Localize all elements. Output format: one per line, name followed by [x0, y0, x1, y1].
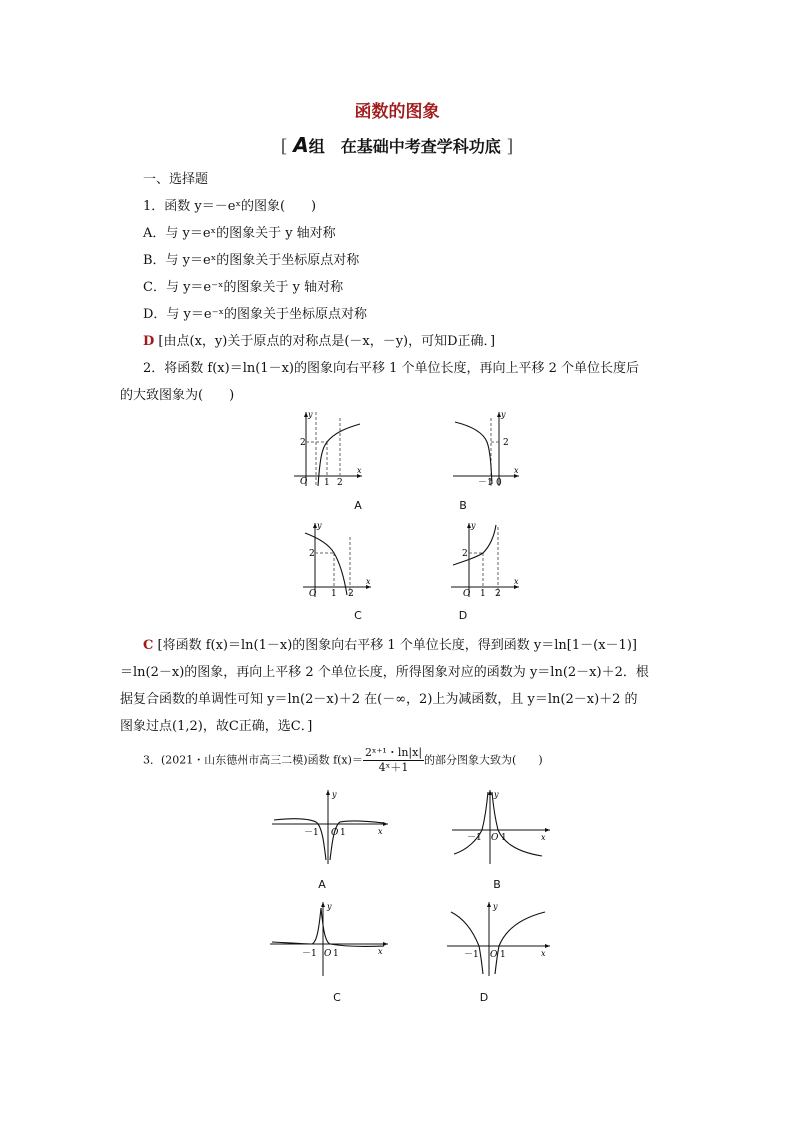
- q2d-y-label: y: [471, 521, 476, 530]
- page-title: 函数的图象: [354, 102, 440, 122]
- group-letter: A: [293, 133, 309, 157]
- q3-stem-prefix: 3．(2021・山东德州市高三二模)函数 f(x)＝: [143, 753, 363, 767]
- q3c-tick-neg1: －1: [302, 949, 317, 959]
- q3b-x-label: x: [541, 833, 546, 842]
- q2-caption-d: D: [458, 609, 468, 622]
- q1-option-b: B．与 y＝eˣ的图象关于坐标原点对称: [143, 253, 360, 268]
- q2-graph-c: [303, 519, 375, 599]
- group-bracket-close: ]: [506, 136, 514, 157]
- q2c-origin: O: [309, 589, 317, 599]
- q2b-tick-0: 0: [496, 478, 502, 488]
- q3a-tick-neg1: －1: [304, 828, 319, 838]
- q3d-tick-1: 1: [500, 950, 506, 960]
- q3c-origin: O: [324, 949, 332, 959]
- q3b-y-label: y: [494, 790, 499, 799]
- q2c-y-label: y: [317, 521, 322, 530]
- q3d-y-label: y: [493, 902, 498, 911]
- q3-graph-c: [270, 900, 390, 978]
- q1-answer-text: [由点(x，y)关于原点的对称点是(－x，－y)，可知D正确．]: [158, 334, 496, 349]
- q3-caption-d: D: [479, 991, 489, 1004]
- q3-frac-num: 2ˣ⁺¹・ln|x|: [364, 746, 423, 759]
- q3-caption-b: B: [493, 878, 501, 891]
- q3d-x-label: x: [541, 949, 546, 958]
- q2d-origin: O: [463, 589, 471, 599]
- q2-caption-c: C: [354, 609, 362, 622]
- q2-answer-line4: 图象过点(1,2)，故C正确，选C．]: [120, 719, 313, 734]
- q2a-origin: O: [300, 477, 308, 487]
- q3-graph-a: [272, 788, 390, 866]
- q2a-y-label: y: [308, 410, 313, 419]
- q2-caption-a: A: [354, 499, 362, 512]
- q2-answer-line2: ＝ln(2－x)的图象，再向上平移 2 个单位长度，所得图象对应的函数为 y＝ln(2－x)＋2．根: [120, 665, 649, 680]
- q2c-x-label: x: [366, 577, 371, 586]
- q2d-tick-2: 2: [495, 589, 501, 599]
- group-text: 组 在基础中考查学科功底: [308, 137, 501, 156]
- q3-fraction: [363, 746, 424, 775]
- q1-stem: 1．函数 y＝－eˣ的图象( ): [143, 199, 317, 214]
- q3-caption-c: C: [333, 991, 341, 1004]
- q3c-tick-1: 1: [333, 949, 339, 959]
- q2-answer-text-1: [将函数 f(x)＝ln(1－x)的图象向右平移 1 个单位长度，得到函数 y＝ln[1－(x－1)]: [157, 638, 637, 653]
- q1-option-c: C．与 y＝e⁻ˣ的图象关于 y 轴对称: [143, 280, 344, 295]
- group-heading: [0, 133, 794, 157]
- q2c-tick-1: 1: [331, 589, 337, 599]
- q3-graph-b: [452, 788, 552, 866]
- q2-stem-line1: 2．将函数 f(x)＝ln(1－x)的图象向右平移 1 个单位长度，再向上平移 2 个单位长度后: [143, 361, 640, 376]
- q2b-tick-neg1: －1: [478, 478, 493, 488]
- q3d-origin: O: [490, 950, 498, 960]
- q2a-tick-2: 2: [337, 478, 343, 488]
- q2-answer-line3: 据复合函数的单调性可知 y＝ln(2－x)＋2 在(－∞，2)上为减函数，且 y＝ln(2－x)＋2 的: [120, 692, 638, 707]
- q2-graph-a: [294, 408, 366, 488]
- q2b-y-label: y: [501, 410, 506, 419]
- q3-caption-a: A: [318, 878, 326, 891]
- q2-answer-line1: [143, 632, 637, 659]
- q2-answer-letter: C: [143, 638, 154, 653]
- q3a-origin: O: [331, 828, 339, 838]
- q2a-ytick-2: 2: [300, 438, 306, 448]
- q2d-x-label: x: [514, 577, 519, 586]
- q3c-y-label: y: [327, 902, 332, 911]
- q1-option-d: D．与 y＝e⁻ˣ的图象关于坐标原点对称: [143, 307, 367, 322]
- q2c-tick-2: 2: [348, 589, 354, 599]
- q2d-ytick-2: 2: [462, 549, 468, 559]
- group-bracket-open: [: [280, 136, 288, 157]
- q2-graph-d: [451, 519, 523, 599]
- q1-answer-letter: D: [143, 334, 155, 349]
- q2b-ytick-2: 2: [503, 438, 509, 448]
- q1-option-a: A．与 y＝eˣ的图象关于 y 轴对称: [143, 226, 336, 241]
- q2a-tick-1: 1: [324, 478, 330, 488]
- q3-frac-den: 4ˣ＋1: [378, 761, 409, 774]
- q3a-x-label: x: [378, 827, 383, 836]
- q3d-tick-neg1: －1: [464, 950, 479, 960]
- q2c-ytick-2: 2: [309, 549, 315, 559]
- q3a-y-label: y: [332, 790, 337, 799]
- q2-caption-b: B: [459, 499, 467, 512]
- q3-stem: [143, 746, 543, 775]
- q3-stem-suffix: 的部分图象大致为( ): [424, 753, 543, 767]
- q2a-x-label: x: [357, 466, 362, 475]
- q3a-tick-1: 1: [340, 828, 346, 838]
- q3b-tick-neg1: －1: [467, 833, 482, 843]
- q2-graph-b: [451, 408, 523, 488]
- section-heading: 一、选择题: [143, 172, 209, 187]
- q3b-origin: O: [491, 833, 499, 843]
- q2d-tick-1: 1: [480, 589, 486, 599]
- q3-graph-d: [447, 900, 552, 978]
- q2-stem-line2: 的大致图象为( ): [120, 388, 235, 403]
- q1-answer: [143, 333, 495, 351]
- q3b-tick-1: 1: [501, 833, 507, 843]
- q3c-x-label: x: [378, 947, 383, 956]
- q2b-x-label: x: [514, 466, 519, 475]
